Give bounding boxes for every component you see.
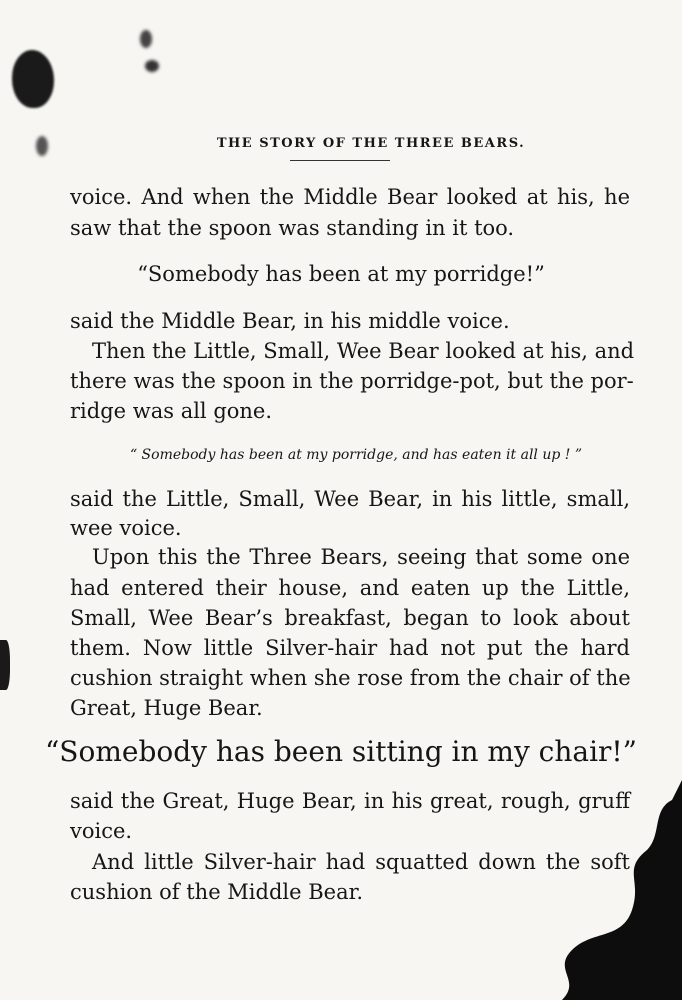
ink-spot — [145, 60, 159, 72]
text-line: voice. And when the Middle Bear looked at his, he — [70, 185, 630, 209]
ink-spot — [140, 30, 152, 48]
text-line: cushion straight when she rose from the chair of the — [70, 666, 631, 690]
header-rule — [290, 160, 390, 161]
edge-mark — [0, 640, 10, 690]
running-head: THE STORY OF THE THREE BEARS. — [216, 136, 526, 151]
text-line: had entered their house, and eaten up the Little, — [70, 576, 630, 600]
text-line: said the Little, Small, Wee Bear, in his little, small, — [70, 487, 630, 511]
text-line: said the Great, Huge Bear, in his great, rough, gruff — [70, 789, 630, 813]
text-line: Upon this the Three Bears, seeing that some one — [92, 545, 630, 569]
text-line: cushion of the Middle Bear. — [70, 880, 364, 904]
text-line: there was the spoon in the porridge-pot, but the por- — [70, 369, 634, 393]
text-line: Then the Little, Small, Wee Bear looked at his, and — [92, 339, 635, 363]
text-line: voice. — [70, 819, 133, 843]
text-line: them. Now little Silver-hair had not put the hard — [70, 636, 630, 660]
text-line: said the Middle Bear, in his middle voice. — [70, 309, 510, 333]
quote-little-bear: “ Somebody has been at my porridge, and has eaten it all up ! ” — [129, 447, 583, 463]
ink-blot — [12, 50, 54, 108]
text-line: And little Silver-hair had squatted down the soft — [92, 850, 630, 874]
quote-middle-bear: “Somebody has been at my porridge!” — [137, 262, 545, 286]
text-line: Small, Wee Bear’s breakfast, began to look about — [70, 606, 630, 630]
text-line: wee voice. — [70, 516, 182, 540]
text-line: Great, Huge Bear. — [70, 696, 263, 720]
quote-great-bear: “Somebody has been sitting in my chair!” — [44, 735, 637, 768]
text-line: ridge was all gone. — [70, 399, 273, 423]
text-line: saw that the spoon was standing in it too. — [70, 216, 515, 240]
